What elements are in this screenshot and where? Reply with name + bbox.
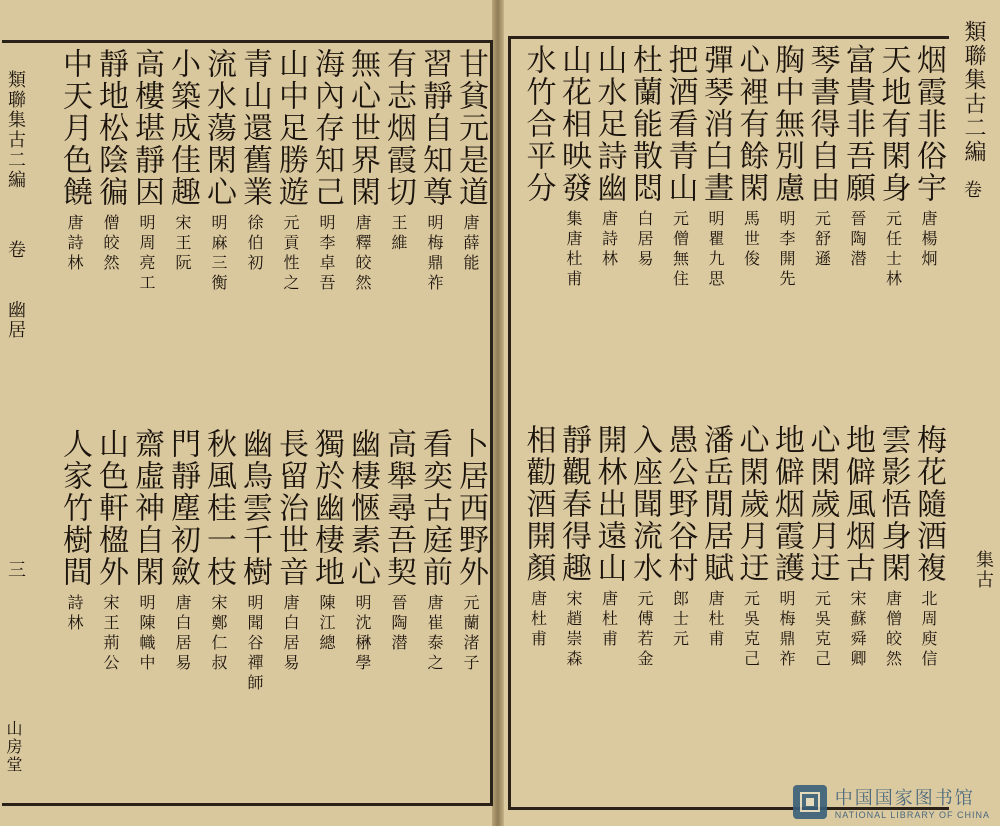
couplet-text: 天地有閑身 [875,44,911,204]
couplet-text: 有志烟霞切 [381,48,416,208]
left-column-lower [270,48,310,788]
couplet-text: 高舉尋吾契 [381,428,416,588]
left-margin-studio: 山房堂 [4,720,23,774]
couplet-text: 心裡有餘閑 [733,44,769,204]
couplet-text: 水竹合平分 [520,44,556,204]
couplet-line [54,428,94,798]
right-margin-title: 類聯集古二編 [961,20,986,164]
couplet-text: 雲影悟身閑 [875,424,911,584]
couplet-line [624,424,664,794]
couplet-line [414,428,454,798]
couplet-source: 元吳克己 [812,590,832,670]
left-column-lower [162,48,202,788]
right-column-lower [873,44,913,784]
left-column-lower [234,48,274,788]
right-column-lower [837,44,877,784]
couplet-source: 王維 [389,214,408,254]
couplet-source: 宋鄭仁叔 [209,594,228,674]
left-margin-title: 類聯集古二編 [5,70,26,190]
couplet-text: 琴書得自由 [804,44,840,204]
right-column-lower [802,44,842,784]
left-column-lower [414,48,454,788]
couplet-source: 明李卓吾 [317,214,336,294]
couplet-text: 幽鳥雲千樹 [237,428,272,588]
couplet-source: 明梅鼎祚 [425,214,444,294]
couplet-text: 看奕古庭前 [417,428,452,588]
library-name-cn: 中国国家图书馆 [834,788,975,809]
couplet-source: 唐詩林 [65,214,84,274]
couplet-text: 習靜自知尊 [417,48,452,208]
couplet-source: 明沈楙學 [353,594,372,674]
couplet-source: 宋王荊公 [101,594,120,674]
couplet-text: 心閑歲月迂 [733,424,769,584]
couplet-line [126,428,166,798]
left-column-lower [306,48,346,788]
couplet-text: 流水蕩閑心 [201,48,236,208]
couplet-text: 山水足詩幽 [591,44,627,204]
couplet-source: 元吳克己 [741,590,761,670]
left-margin-juan: 卷 [5,240,26,260]
couplet-source: 白居易 [635,210,654,270]
couplet-source: 唐白居易 [281,594,300,674]
couplet-text: 梅花隨酒複 [911,424,946,584]
couplet-text: 甘貧元是道 [453,48,488,208]
right-column-lower [766,44,806,784]
right-column-lower [518,44,558,784]
couplet-text: 齋虛神自閑 [129,428,164,588]
couplet-source: 唐白居易 [173,594,192,674]
right-column-lower [731,44,771,784]
library-watermark [793,784,990,820]
couplet-text: 心閑歲月迂 [804,424,840,584]
couplet-source: 徐伯初 [245,214,264,274]
couplet-text: 卜居西野外 [453,428,488,588]
couplet-text: 門靜塵初斂 [165,428,200,588]
couplet-line [802,424,842,794]
left-margin-folio: 三 [5,560,26,580]
couplet-source: 唐杜甫 [528,590,548,650]
couplet-line [234,428,274,798]
couplet-text: 海內存知己 [309,48,344,208]
couplet-text: 山中足勝遊 [273,48,308,208]
left-column-lower [54,48,94,788]
right-margin-note: 集古 [973,550,994,590]
couplet-line [589,424,629,794]
couplet-source: 明李開先 [777,210,796,290]
couplet-text: 青山還舊業 [237,48,272,208]
right-column-lower [624,44,664,784]
couplet-text: 胸中無別慮 [769,44,804,204]
couplet-source: 馬世俊 [741,210,761,270]
library-name-block [835,784,990,820]
couplet-text: 山色軒楹外 [93,428,128,588]
right-column-lower [660,44,700,784]
couplet-text: 秋風桂一枝 [201,428,236,588]
couplet-text: 獨於幽棲地 [309,428,344,588]
couplet-line [731,424,771,794]
couplet-source: 宋蘇舜卿 [848,590,867,670]
couplet-text: 開林出遠山 [591,424,627,584]
couplet-line [378,428,418,798]
couplet-text: 把酒看青山 [662,44,698,204]
library-logo-icon [793,785,827,819]
couplet-text: 富貴非吾願 [840,44,875,204]
couplet-text: 中天月色饒 [57,48,92,208]
couplet-line [306,428,346,798]
couplet-text: 愚公野谷村 [662,424,698,584]
couplet-text: 幽棲愜素心 [345,428,380,588]
couplet-text: 相勸酒開顏 [520,424,556,584]
couplet-text: 地僻烟霞護 [769,424,804,584]
left-column-lower [90,48,130,788]
couplet-line [342,428,382,798]
couplet-source: 宋王阮 [173,214,192,274]
couplet-source: 元僧無住 [670,210,690,290]
couplet-source: 明聞谷禪師 [245,594,264,694]
couplet-source: 明梅鼎祚 [777,590,796,670]
library-name-en: NATIONAL LIBRARY OF CHINA [834,810,990,820]
couplet-line [873,424,913,794]
couplet-line [695,424,735,794]
couplet-line [553,424,593,794]
couplet-source: 元任士林 [883,210,903,290]
right-column-lower [553,44,593,784]
couplet-source: 唐詩林 [599,210,619,270]
couplet-source: 元傅若金 [635,590,654,670]
couplet-text: 山花相映發 [556,44,591,204]
couplet-line [837,424,877,794]
right-column-lower [908,44,948,784]
left-column-lower [198,48,238,788]
couplet-text: 長留治世音 [273,428,308,588]
couplet-source: 集唐杜甫 [564,210,583,290]
couplet-text: 地僻風烟古 [840,424,875,584]
couplet-source: 唐薛能 [461,214,480,274]
left-column-lower [450,48,490,788]
couplet-source: 明麻三衡 [209,214,228,294]
couplet-source: 郎士元 [670,590,690,650]
left-column-lower [126,48,166,788]
couplet-text: 彈琴消白晝 [698,44,733,204]
couplet-line [766,424,806,794]
couplet-source: 元舒遜 [812,210,832,270]
left-margin-section: 幽居 [5,300,26,340]
right-column-lower [589,44,629,784]
couplet-source: 元蘭渚子 [461,594,480,674]
couplet-text: 靜地松陰徧 [93,48,128,208]
couplet-text: 潘岳閒居賦 [698,424,733,584]
couplet-source: 晉陶潜 [389,594,408,654]
couplet-source: 北周庾信 [919,590,938,670]
couplet-source: 唐釋皎然 [353,214,372,294]
couplet-line [518,424,558,794]
couplet-source: 宋趙崇森 [564,590,583,670]
couplet-source: 陳江總 [317,594,336,654]
couplet-source: 明周亮工 [137,214,156,294]
couplet-text: 小築成佳趣 [165,48,200,208]
couplet-source: 唐崔泰之 [425,594,444,674]
left-column-lower [342,48,382,788]
couplet-text: 無心世界閑 [345,48,380,208]
right-margin-juan: 卷 [961,180,982,200]
couplet-line [660,424,700,794]
couplet-source: 元貢性之 [281,214,300,294]
couplet-text: 入座聞流水 [627,424,662,584]
couplet-source: 唐楊炯 [919,210,938,270]
couplet-source: 明陳幟中 [137,594,156,674]
couplet-source: 唐杜甫 [706,590,725,650]
couplet-line [198,428,238,798]
couplet-source: 晉陶潜 [848,210,867,270]
couplet-line [90,428,130,798]
couplet-source: 唐僧皎然 [883,590,903,670]
couplet-source: 唐杜甫 [599,590,619,650]
couplet-text: 靜觀春得趣 [556,424,591,584]
book-spine [492,0,504,826]
couplet-line [450,428,490,798]
couplet-text: 杜蘭能散悶 [627,44,662,204]
couplet-line [908,424,948,794]
left-column-lower [378,48,418,788]
right-column-lower [695,44,735,784]
couplet-text: 烟霞非俗宇 [911,44,946,204]
couplet-text: 高樓堪靜因 [129,48,164,208]
couplet-line [162,428,202,798]
couplet-source: 僧皎然 [101,214,120,274]
couplet-line [270,428,310,798]
couplet-source: 明瞿九思 [706,210,725,290]
couplet-text: 人家竹樹間 [57,428,92,588]
couplet-source: 詩林 [65,594,84,634]
